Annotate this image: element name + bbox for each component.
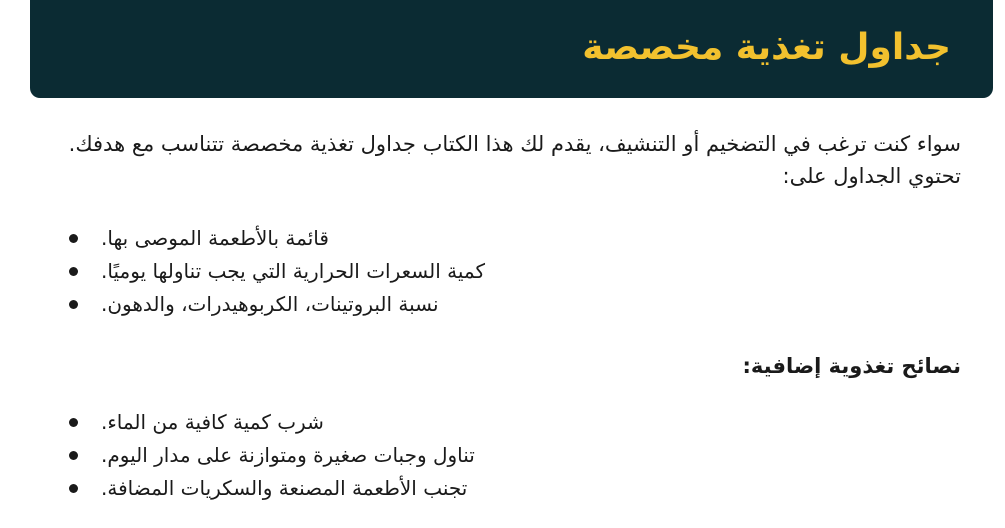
bullet-icon xyxy=(69,484,78,493)
tips-heading: نصائح تغذوية إضافية: xyxy=(742,354,961,378)
list-item xyxy=(21,288,961,321)
list-item xyxy=(21,406,961,439)
list-item-text: كمية السعرات الحرارية التي يجب تناولها يوميًا. xyxy=(101,259,485,283)
tips-list xyxy=(21,406,961,505)
list-item xyxy=(21,439,961,472)
intro-line: سواء كنت ترغب في التضخيم أو التنشيف، يقدم لك هذا الكتاب جداول تغذية مخصصة تتناسب مع هدفك. xyxy=(68,132,961,156)
list-item xyxy=(21,255,961,288)
contents-list xyxy=(21,222,961,321)
page-title: جداول تغذية مخصصة xyxy=(582,27,951,68)
intro-line: تحتوي الجداول على: xyxy=(782,164,961,188)
bullet-icon xyxy=(69,267,78,276)
list-item xyxy=(21,222,961,255)
bullet-icon xyxy=(69,418,78,427)
bullet-icon xyxy=(69,300,78,309)
list-item-text: تجنب الأطعمة المصنعة والسكريات المضافة. xyxy=(101,476,468,500)
list-item-text: قائمة بالأطعمة الموصى بها. xyxy=(101,226,329,250)
list-item-text: تناول وجبات صغيرة ومتوازنة على مدار اليوم. xyxy=(101,443,475,467)
list-item-text: شرب كمية كافية من الماء. xyxy=(101,410,324,434)
bullet-icon xyxy=(69,234,78,243)
intro-paragraph xyxy=(21,128,961,192)
list-item-text: نسبة البروتينات، الكربوهيدرات، والدهون. xyxy=(101,292,439,316)
header-banner xyxy=(30,0,993,98)
bullet-icon xyxy=(69,451,78,460)
list-item xyxy=(21,472,961,505)
